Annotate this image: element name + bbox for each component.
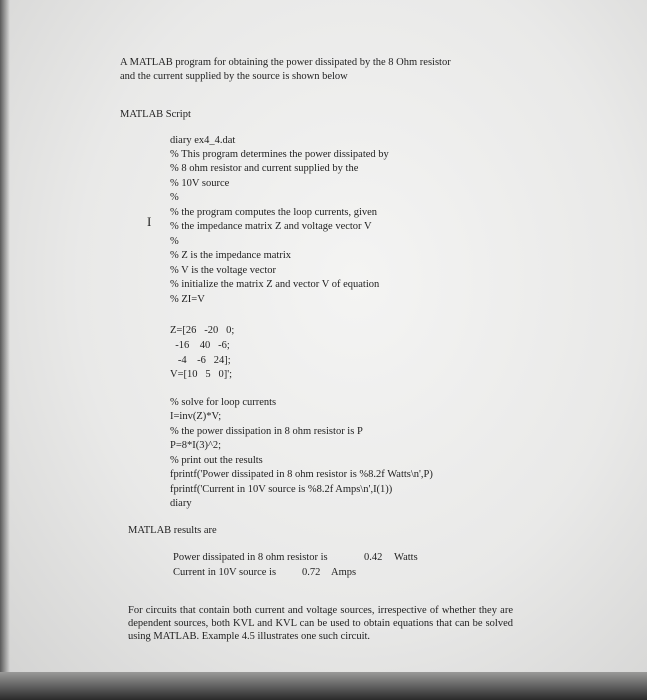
script-line: fprintf('Current in 10V source is %8.2f Amps\n',I(1)): [170, 484, 393, 495]
results-heading: MATLAB results are: [128, 525, 217, 536]
script-line: % This program determines the power dissipated by: [170, 149, 389, 160]
script-line: Z=[26 -20 0;: [170, 325, 235, 336]
script-line: diary ex4_4.dat: [170, 135, 236, 146]
result-value: 0.72: [302, 567, 321, 578]
script-line: diary: [170, 498, 192, 509]
script-line: -4 -6 24];: [170, 355, 231, 366]
script-line: fprintf('Power dissipated in 8 ohm resistor is %8.2f Watts\n',P): [170, 469, 433, 480]
script-line: % Z is the impedance matrix: [170, 250, 292, 261]
script-line: V=[10 5 0]';: [170, 369, 233, 380]
script-line: %: [170, 192, 179, 203]
result-unit: Watts: [394, 552, 418, 563]
script-line: % initialize the matrix Z and vector V of equation: [170, 279, 380, 290]
script-line: % V is the voltage vector: [170, 265, 277, 276]
intro-line-2: and the current supplied by the source is shown below: [120, 71, 348, 82]
script-heading: MATLAB Script: [120, 109, 191, 120]
script-line: % the program computes the loop currents, given: [170, 207, 378, 218]
script-line: % solve for loop currents: [170, 397, 277, 408]
result-value: 0.42: [364, 552, 383, 563]
script-line: % the power dissipation in 8 ohm resistor is P: [170, 426, 363, 437]
text-cursor-icon: I: [147, 214, 152, 229]
script-line: I=inv(Z)*V;: [170, 411, 222, 422]
page-shadow-bottom: [0, 672, 647, 700]
closing-paragraph: For circuits that contain both current and voltage sources, irrespective of whether they are dependent sources, both KVL and KVL can be used to obtain equations that can be solved using MATLAB. Example 4.5 illustrates one such circuit.: [128, 605, 513, 642]
script-line: % the impedance matrix Z and voltage vector V: [170, 221, 372, 232]
script-line: %: [170, 236, 179, 247]
result-label: Power dissipated in 8 ohm resistor is: [173, 552, 328, 563]
result-label: Current in 10V source is: [173, 567, 277, 578]
intro-line-1: A MATLAB program for obtaining the power dissipated by the 8 Ohm resistor: [120, 57, 451, 68]
result-unit: Amps: [331, 567, 357, 578]
script-line: P=8*I(3)^2;: [170, 440, 222, 451]
script-line: -16 40 -6;: [170, 340, 230, 351]
page-shadow-left: [0, 0, 10, 700]
script-line: % ZI=V: [170, 294, 205, 305]
script-line: % print out the results: [170, 455, 263, 466]
script-line: % 10V source: [170, 178, 230, 189]
script-line: % 8 ohm resistor and current supplied by the: [170, 163, 359, 174]
